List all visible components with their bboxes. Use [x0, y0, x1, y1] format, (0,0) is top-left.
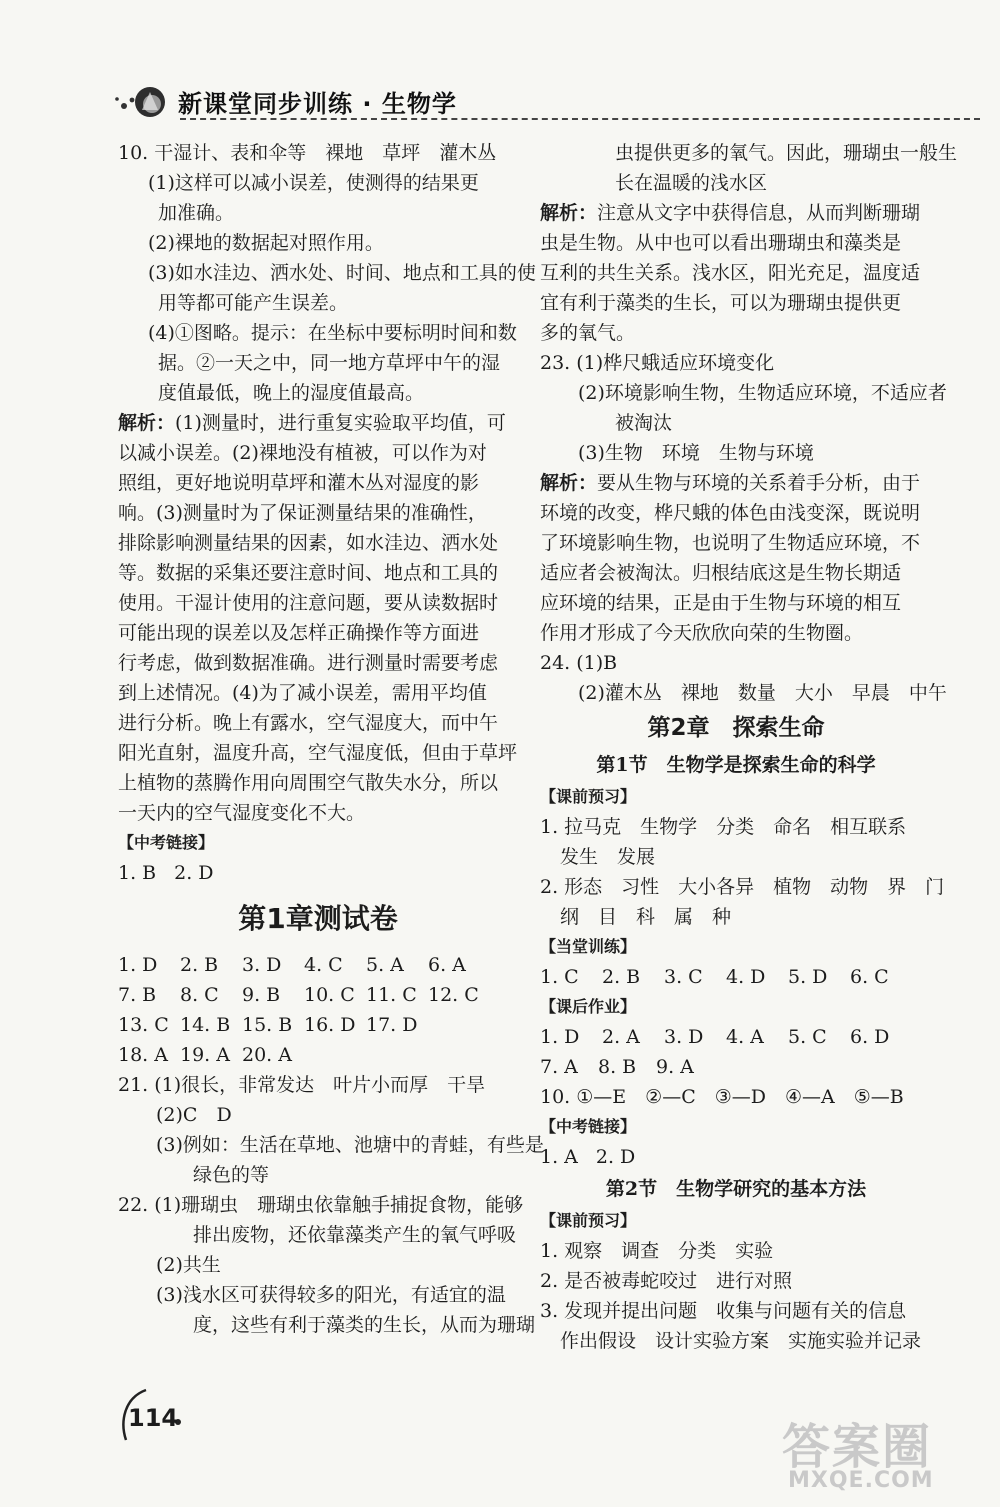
answer-item: 1. B	[118, 862, 157, 884]
answer-item: 1. D	[540, 1026, 580, 1048]
answer-item: 6. D	[850, 1026, 890, 1048]
q22-part1-cont: 排出废物，还依靠藻类产生的氧气呼吸	[193, 1224, 517, 1246]
q23-part2: (2)环境影响生物，生物适应环境，不适应者	[578, 382, 947, 404]
explanation-text: 排除影响测量结果的因素，如水洼边、洒水处	[118, 532, 499, 554]
q23-part2-cont: 被淘汰	[615, 412, 673, 434]
explanation-text: 注意从文字中获得信息，从而判断珊瑚	[597, 202, 921, 224]
q24-answer: 24. (1)B	[540, 652, 618, 674]
section-label-homework: 【课后作业】	[540, 997, 637, 1016]
explanation-text: 宜有利于藻类的生长，可以为珊瑚虫提供更	[540, 292, 902, 314]
answer-item: 4. C	[304, 954, 343, 976]
page-number	[118, 1382, 188, 1446]
homework-answers	[540, 1022, 932, 1052]
answer-item: 14. B	[180, 1014, 231, 1036]
answer-grid-row	[118, 1040, 518, 1070]
explanation-text: 进行分析。晚上有露水，空气湿度大，而中午	[118, 712, 499, 734]
explanation-label: 解析：	[540, 202, 598, 224]
explanation-text: 阳光直射，温度升高，空气湿度低，但由于草坪	[118, 742, 518, 764]
answer-item: 11. C	[366, 984, 417, 1006]
answer-item: 8. C	[180, 984, 219, 1006]
section1-title: 第1节 生物学是探索生命的科学	[596, 754, 876, 776]
q22-part3-cont: 长在温暖的浅水区	[615, 172, 768, 194]
explanation-text: 以减小误差。(2)裸地没有植被，可以作为对	[118, 442, 487, 464]
q10-part1: (1)这样可以减小误差，使测得的结果更	[148, 172, 479, 194]
q22-answer: 22. (1)珊瑚虫 珊瑚虫依靠触手捕捉食物，能够	[118, 1194, 524, 1216]
watermark-logo	[770, 1408, 980, 1500]
answer-item: 4. A	[726, 1026, 764, 1048]
section-label-class-training: 【当堂训练】	[540, 937, 637, 956]
q10-part1-cont: 加准确。	[158, 202, 235, 224]
q10-part4-cont: 度值最低，晚上的湿度值最高。	[158, 382, 425, 404]
answer-item: 1. C	[540, 966, 579, 988]
homework-answers	[540, 1052, 932, 1082]
preview-answer: 3. 发现并提出问题 收集与问题有关的信息	[540, 1300, 907, 1322]
explanation-text: 使用。干湿计使用的注意问题，要从读数据时	[118, 592, 499, 614]
explanation-label: 解析：	[118, 412, 176, 434]
q22-part2: (2)共生	[156, 1254, 221, 1276]
section-label-preview: 【课前预习】	[540, 1211, 637, 1230]
section-label-zhongkao: 【中考链接】	[118, 833, 215, 852]
section2-title: 第2节 生物学研究的基本方法	[605, 1178, 867, 1200]
answer-item: 5. A	[366, 954, 404, 976]
explanation-text: 互利的共生关系。浅水区，阳光充足，温度适	[540, 262, 921, 284]
answer-item: 6. A	[428, 954, 466, 976]
answer-item: 2. D	[595, 1146, 636, 1168]
answer-item: 9. B	[242, 984, 281, 1006]
preview-answer-cont: 纲 目 科 属 种	[560, 906, 732, 928]
answer-item: 2. D	[174, 862, 214, 884]
answer-item: 1. D	[118, 954, 158, 976]
answer-item: 6. C	[850, 966, 889, 988]
preview-answer: 1. 观察 调查 分类 实验	[540, 1240, 774, 1262]
answer-item: 3. D	[664, 1026, 704, 1048]
explanation-text: 一天内的空气湿度变化不大。	[118, 802, 366, 824]
preview-answer: 2. 是否被毒蛇咬过 进行对照	[540, 1270, 793, 1292]
explanation-label: 解析：	[540, 472, 598, 494]
q21-part3: (3)例如：生活在草地、池塘中的青蛙，有些是	[156, 1134, 544, 1156]
answer-item: 9. A	[656, 1056, 694, 1078]
q24-part2: (2)灌木丛 裸地 数量 大小 早晨 中午	[578, 682, 947, 704]
explanation-text: 可能出现的误差以及怎样正确操作等方面进	[118, 622, 480, 644]
explanation-text: 要从生物与环境的关系着手分析，由于	[597, 472, 921, 494]
zhongkao-answers	[540, 1142, 932, 1172]
answer-item: 15. B	[242, 1014, 293, 1036]
answer-item: 20. A	[242, 1044, 292, 1066]
section-label-preview: 【课前预习】	[540, 787, 637, 806]
answer-item: 7. B	[118, 984, 157, 1006]
explanation-text: 多的氧气。	[540, 322, 636, 344]
answer-item: 10. C	[304, 984, 355, 1006]
zhongkao-answers	[118, 858, 518, 888]
answer-item: 5. C	[788, 1026, 827, 1048]
right-column	[540, 138, 958, 1356]
homework-q10: 10. ①—E ②—C ③—D ④—A ⑤—B	[540, 1086, 904, 1108]
explanation-line	[540, 468, 932, 498]
class-training-answers	[540, 962, 932, 992]
q10-part3-cont: 用等都可能产生误差。	[158, 292, 349, 314]
q21-part2: (2)C D	[156, 1104, 232, 1126]
q10-part2: (2)裸地的数据起对照作用。	[148, 232, 384, 254]
answer-item: 5. D	[788, 966, 828, 988]
q10-part4: (4)①图略。提示：在坐标中要标明时间和数	[148, 322, 517, 344]
answer-item: 13. C	[118, 1014, 169, 1036]
explanation-text: 了环境影响生物，也说明了生物适应环境，不	[540, 532, 921, 554]
explanation-line	[118, 408, 518, 438]
explanation-text: 照组，更好地说明草坪和灌木丛对湿度的影	[118, 472, 480, 494]
answer-item: 7. A	[540, 1056, 578, 1078]
explanation-text: 等。数据的采集还要注意时间、地点和工具的	[118, 562, 499, 584]
watermark-text: 答案圈	[782, 1419, 933, 1475]
explanation-text: 作用才形成了今天欣欣向荣的生物圈。	[540, 622, 864, 644]
section-label-zhongkao: 【中考链接】	[540, 1117, 637, 1136]
watermark-url: MXQE.COM	[788, 1468, 934, 1493]
explanation-text: 到上述情况。(4)为了减小误差，需用平均值	[118, 682, 487, 704]
explanation-text: 行考虑，做到数据准确。进行测量时需要考虑	[118, 652, 499, 674]
book-logo-icon	[112, 82, 172, 122]
preview-answer: 1. 拉马克 生物学 分类 命名 相互联系	[540, 816, 907, 838]
answer-item: 2. B	[180, 954, 219, 976]
preview-answer: 2. 形态 习性 大小各异 植物 动物 界 门	[540, 876, 945, 898]
chapter1-test-title: 第1章测试卷	[238, 902, 398, 935]
answer-item: 2. B	[602, 966, 641, 988]
answer-item: 4. D	[726, 966, 766, 988]
explanation-text: 应环境的结果，正是由于生物与环境的相互	[540, 592, 902, 614]
q10-part4-cont: 据。②一天之中，同一地方草坪中午的湿	[158, 352, 501, 374]
answer-grid-row	[118, 1010, 518, 1040]
explanation-text: 响。(3)测量时为了保证测量结果的准确性，	[118, 502, 487, 524]
answer-item: 2. A	[602, 1026, 640, 1048]
answer-item: 3. C	[664, 966, 703, 988]
explanation-text: 适应者会被淘汰。归根结底这是生物长期适	[540, 562, 902, 584]
chapter2-title: 第2章 探索生命	[647, 715, 825, 741]
left-column	[118, 138, 544, 1340]
preview-answer-cont: 发生 发展	[560, 846, 656, 868]
answer-grid-row	[118, 950, 518, 980]
answer-item: 12. C	[428, 984, 479, 1006]
header-rule	[180, 118, 980, 120]
answer-item: 17. D	[366, 1014, 418, 1036]
q21-part3-cont: 绿色的等	[193, 1164, 270, 1186]
explanation-text: 上植物的蒸腾作用向周围空气散失水分，所以	[118, 772, 499, 794]
q22-part3-cont: 度，这些有利于藻类的生长，从而为珊瑚	[193, 1314, 536, 1336]
q21-answer: 21. (1)很长，非常发达 叶片小而厚 干旱	[118, 1074, 486, 1096]
answer-item: 19. A	[180, 1044, 230, 1066]
q23-answer: 23. (1)桦尺蛾适应环境变化	[540, 352, 775, 374]
answer-item: 18. A	[118, 1044, 168, 1066]
q22-part3-cont: 虫提供更多的氧气。因此，珊瑚虫一般生	[615, 142, 958, 164]
explanation-text: 虫是生物。从中也可以看出珊瑚虫和藻类是	[540, 232, 902, 254]
explanation-line	[540, 198, 932, 228]
explanation-text: (1)测量时，进行重复实验取平均值，可	[175, 412, 506, 434]
header-title: 新课堂同步训练 · 生物学	[178, 90, 457, 118]
q10-answer: 10. 干湿计、表和伞等 裸地 草坪 灌木丛	[118, 142, 497, 164]
explanation-text: 环境的改变，桦尺蛾的体色由浅变深，既说明	[540, 502, 921, 524]
q10-part3: (3)如水洼边、洒水处、时间、地点和工具的使	[148, 262, 536, 284]
answer-grid-row	[118, 980, 518, 1010]
preview-answer-cont: 作出假设 设计实验方案 实施实验并记录	[560, 1330, 922, 1352]
page-header	[100, 78, 980, 122]
q23-part3: (3)生物 环境 生物与环境	[578, 442, 814, 464]
page-number-text: 114	[128, 1404, 179, 1432]
answer-item: 16. D	[304, 1014, 356, 1036]
answer-item: 1. A	[540, 1146, 578, 1168]
q22-part3: (3)浅水区可获得较多的阳光，有适宜的温	[156, 1284, 506, 1306]
answer-item: 8. B	[598, 1056, 637, 1078]
answer-item: 3. D	[242, 954, 282, 976]
